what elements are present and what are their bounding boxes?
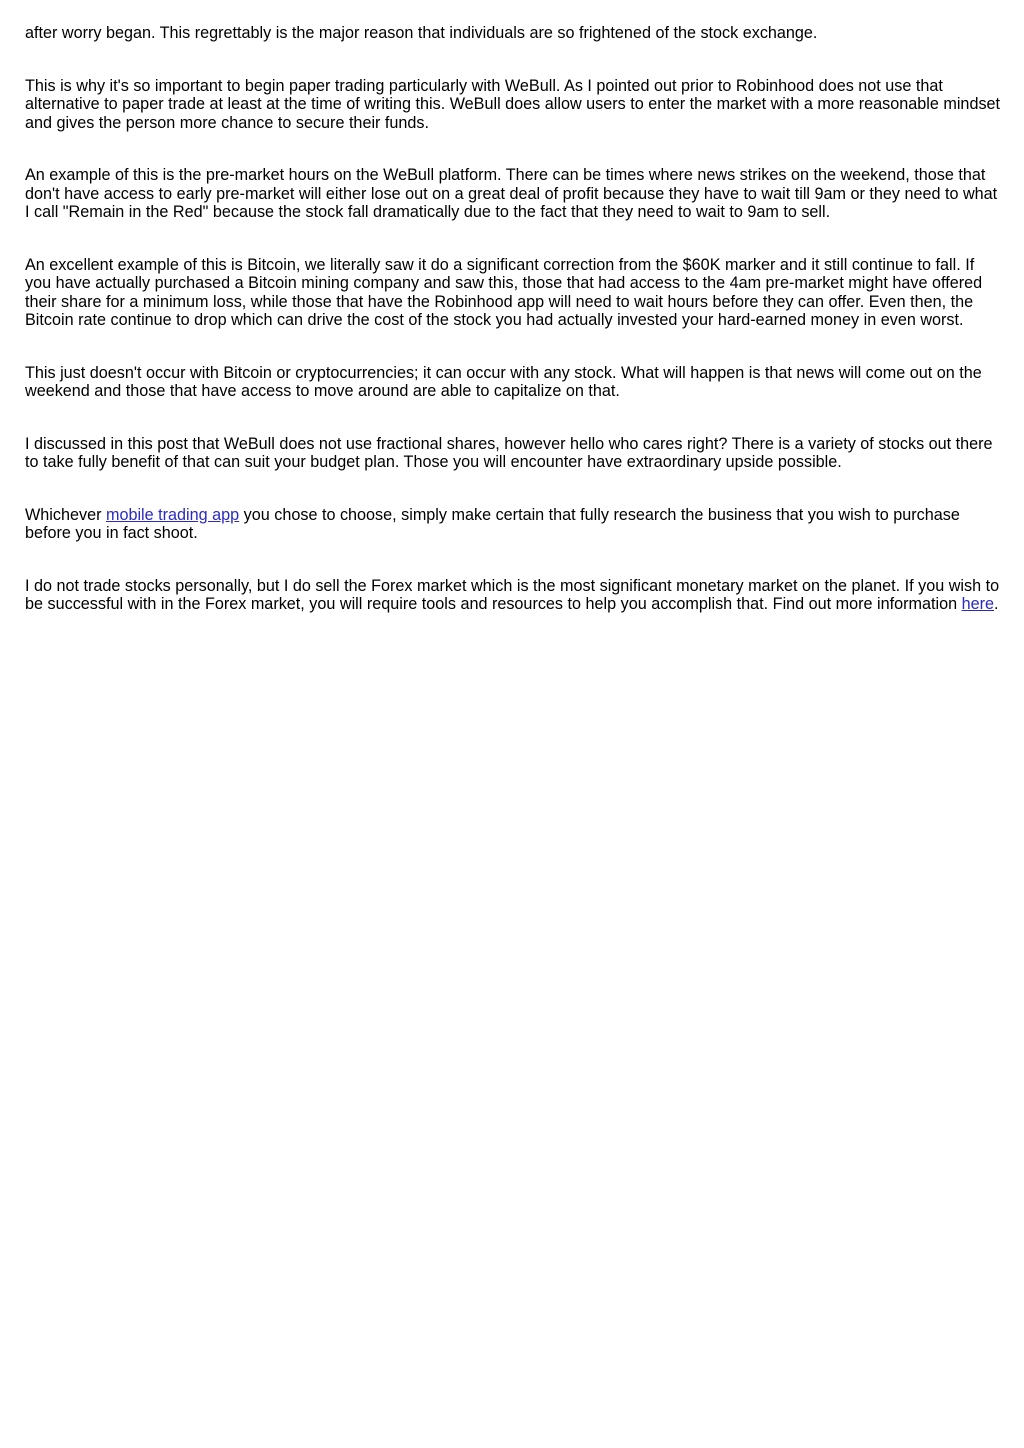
paragraph-pre-market: An example of this is the pre-market hours on the WeBull platform. There can be times where news strikes on the weekend, those that don't have access to early pre-market will either lose out on a great deal of profit because they have to wait till 9am or they need to what I call "Remain in the Red" because the stock fall dramatically due to the fact that they need to wait to 9am to sell. <box>25 166 998 221</box>
paragraph-any-stock: This just doesn't occur with Bitcoin or cryptocurrencies; it can occur with any stock. What will happen is that news will come out on the weekend and those that have access to move around are able to capitalize on that. <box>25 363 982 400</box>
paragraph-text-after-link: you chose to choose, simply make certain that fully research the business that you wish to purchase before you in fact shoot. <box>25 505 960 542</box>
mobile-trading-app-link[interactable]: mobile trading app <box>105 505 240 524</box>
paragraph-bitcoin-example: An excellent example of this is Bitcoin, we literally saw it do a significant correction from the $60K marker and it still continue to fall. If you have actually purchased a Bitcoin mining company and saw this, those that had access to the 4am pre-market might have offered their share for a minimum loss, while those that have the Robinhood app will need to wait hours before they can offer. Even then, the Bitcoin rate continue to drop which can drive the cost of the stock you had actually invested your hard-earned money in even worst. <box>25 255 983 329</box>
paragraph-text-before-link: Whichever <box>25 505 106 524</box>
paragraph-mobile-app <box>25 506 1003 543</box>
paragraph-paper-trading: This is why it's so important to begin paper trading particularly with WeBull. As I pointed out prior to Robinhood does not use that alternative to paper trade at least at the time of writing this. WeBull does allow users to enter the market with a more reasonable mindset and gives the person more chance to secure their funds. <box>25 76 1001 132</box>
here-link[interactable]: here <box>961 595 995 613</box>
paragraph-worry: after worry began. This regrettably is the major reason that individuals are so frightened of the stock exchange. <box>25 24 818 42</box>
paragraph-forex <box>25 577 1003 614</box>
document-body <box>25 24 1003 648</box>
paragraph-text-after-link: . <box>994 595 999 613</box>
paragraph-fractional-shares: I discussed in this post that WeBull does not use fractional shares, however hello who cares right? There is a variety of stocks out there to take fully benefit of that can suit your budget plan. Those you will encounter have extraordinary upside possible. <box>25 434 993 471</box>
paragraph-text-before-link: I do not trade stocks personally, but I do sell the Forex market which is the most significant monetary market on the planet. If you wish to be successful with in the Forex market, you will require tools and resources to help you accomplish that. Find out more information <box>25 576 1000 613</box>
